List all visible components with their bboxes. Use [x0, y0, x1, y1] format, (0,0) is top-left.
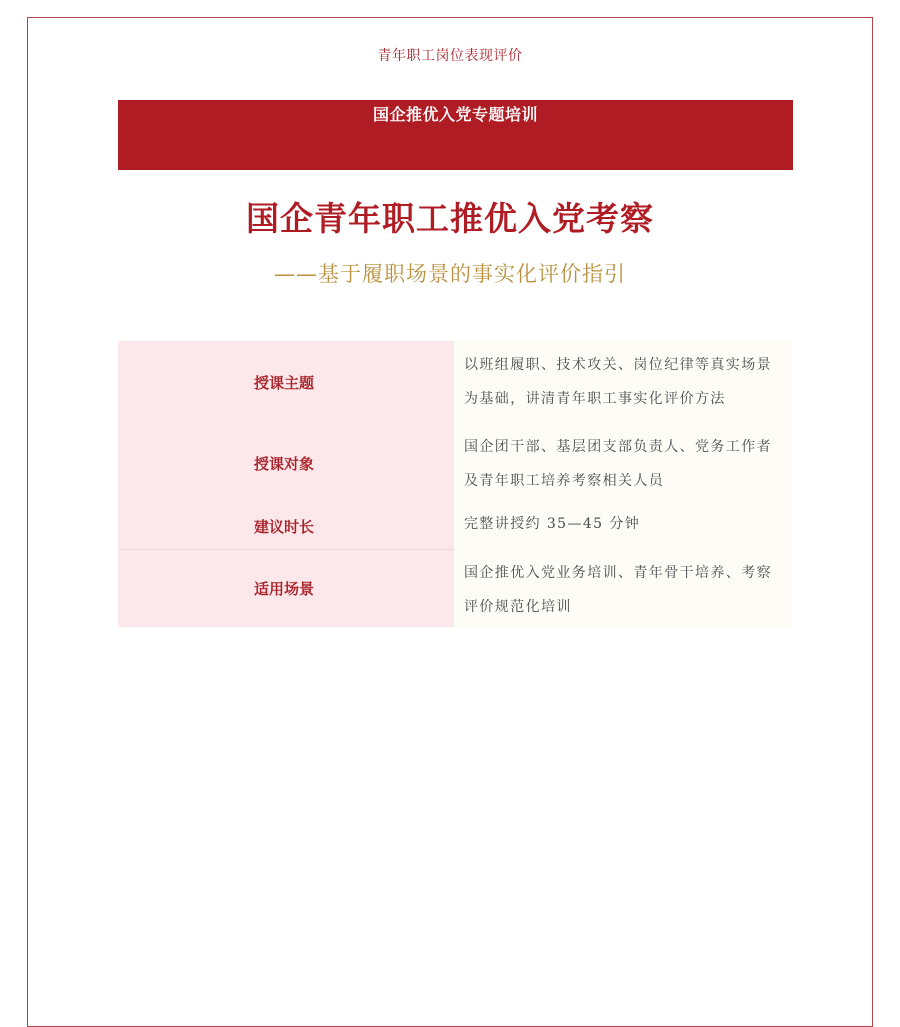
course-info-table — [118, 341, 793, 627]
row-value-audience: 国企团干部、基层团支部负责人、党务工作者及青年职工培养考察相关人员 — [454, 423, 793, 503]
title-banner — [118, 100, 793, 170]
table-row — [118, 549, 793, 627]
running-header: 青年职工岗位表现评价 — [377, 48, 523, 64]
row-value-duration: 完整讲授约 35—45 分钟 — [454, 503, 793, 549]
row-label-duration: 建议时长 — [118, 503, 454, 549]
table-row — [118, 423, 793, 503]
table-row — [118, 503, 793, 549]
row-label-topic: 授课主题 — [118, 341, 454, 423]
page-title: 国企青年职工推优入党考察 — [246, 199, 654, 238]
page-subtitle: ——基于履职场景的事实化评价指引 — [274, 262, 626, 286]
row-label-scenario: 适用场景 — [118, 549, 454, 627]
row-value-scenario: 国企推优入党业务培训、青年骨干培养、考察评价规范化培训 — [454, 549, 793, 627]
row-label-audience: 授课对象 — [118, 423, 454, 503]
table-row — [118, 341, 793, 423]
document-page — [27, 17, 873, 1027]
row-value-topic: 以班组履职、技术攻关、岗位纪律等真实场景为基础，讲清青年职工事实化评价方法 — [454, 341, 793, 423]
banner-text: 国企推优入党专题培训 — [372, 105, 538, 124]
